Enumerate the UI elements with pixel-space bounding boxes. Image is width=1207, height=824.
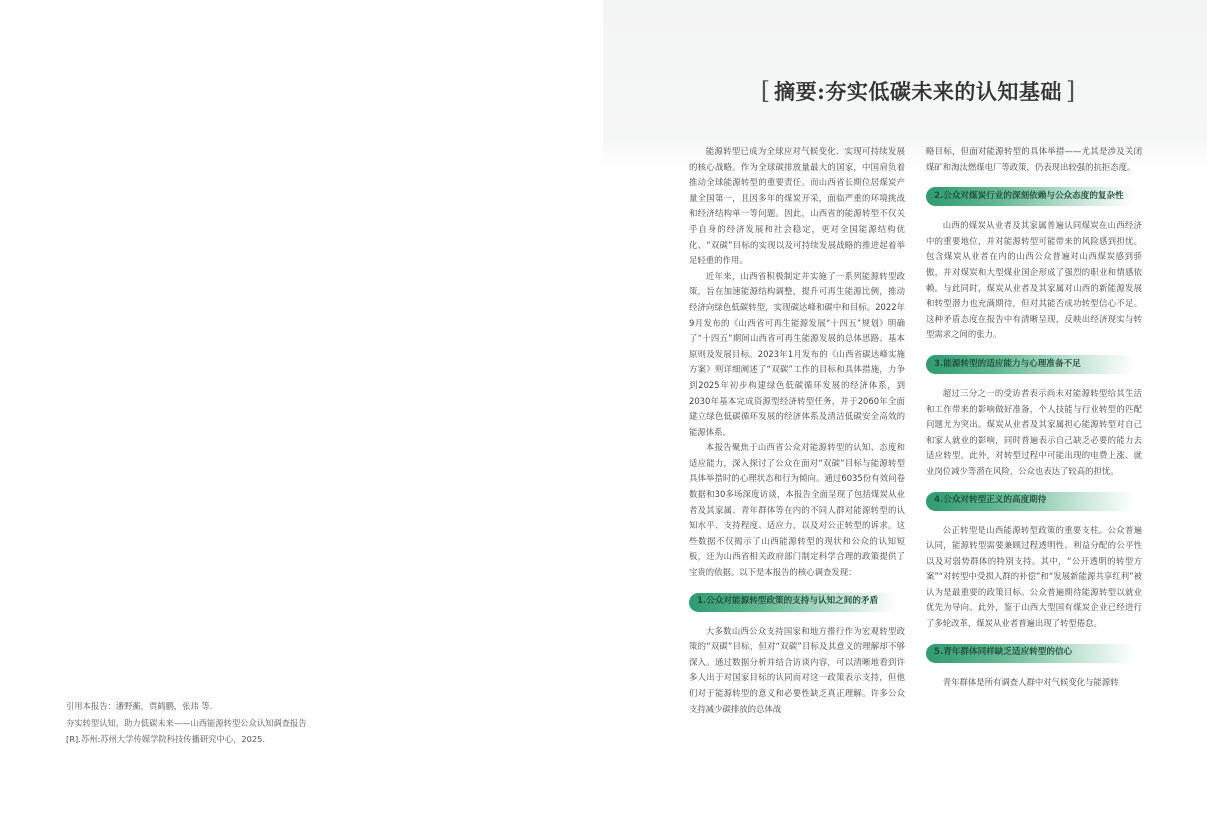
section-heading-1-text: 1.公众对能源转型政策的支持与认知之间的矛盾 xyxy=(697,596,879,607)
section-heading-2 xyxy=(926,187,1134,206)
section-heading-5-text: 5.青年群体同样缺乏适应转型的信心 xyxy=(934,647,1073,658)
page-title xyxy=(748,74,1088,108)
citation-line-3: [R].苏州:苏州大学传媒学院科技传播研究中心，2025. xyxy=(66,734,266,744)
title-bracket-close: ] xyxy=(1065,77,1076,105)
left-text-column xyxy=(689,144,905,717)
right-text-column xyxy=(926,144,1142,690)
citation-line-1: 引用本报告：潘野蘅，贾鹤鹏，张玮 等. xyxy=(66,701,213,711)
section-1-paragraph: 大多数山西公众支持国家和地方推行作为宏观转型政策的“双碳”目标，但对“双碳”目标及其意义的理解却不够深入。通过数据分析并结合访谈内容，可以清晰地看到许多人出于对国家目标的认同而对这一政策表示支持，但他们对于能源转型的意义和必要性缺乏真正理解。许多公众支持减少碳排放的总体战 xyxy=(689,625,905,714)
section-1-continuation: 略目标，但面对能源转型的具体举措——尤其是涉及关闭煤矿和淘汰燃煤电厂等政策，仍表现出较强的抗拒态度。 xyxy=(926,146,1142,172)
citation-block xyxy=(66,698,396,748)
section-heading-3-text: 3.能源转型的适应能力与心理准备不足 xyxy=(934,358,1081,369)
intro-paragraph-2: 近年来，山西省积极制定并实施了一系列能源转型政策，旨在加速能源结构调整，提升可再生能源比例，推动经济向绿色低碳转型，实现碳达峰和碳中和目标。2022年9月发布的《山西省可再生能源发展“十四五”规划》明确了“十四五”期间山西省可再生能源发展的总体思路、基本原则及发展目标。2023年1月发布的《山西省碳达峰实施方案》则详细阐述了“双碳”工作的目标和具体措施，力争到2025年初步构建绿色低碳循环发展的经济体系，到2030年基本完成资源型经济转型任务，并于2060年全面建立绿色低碳循环发展的经济体系及清洁低碳安全高效的能源体系。 xyxy=(689,270,905,437)
section-heading-5 xyxy=(926,644,1134,663)
title-bracket-open: [ xyxy=(760,77,771,105)
title-text: 摘要:夯实低碳未来的认知基础 xyxy=(774,79,1062,104)
section-heading-2-text: 2.公众对煤炭行业的深刻依赖与公众态度的复杂性 xyxy=(934,190,1124,201)
section-heading-1 xyxy=(689,593,897,612)
section-4-paragraph: 公正转型是山西能源转型政策的重要支柱。公众普遍认同，能源转型需要兼顾过程透明性、利益分配的公平性以及对弱势群体的特别支持。其中，“公开透明的转型方案”“对转型中受损人群的补偿”和“发展新能源共享红利”被认为是最重要的政策目标。公众普遍期待能源转型以就业优先为导向。此外，鉴于山西大型国有煤炭企业已经进行了多轮改革，煤炭从业者普遍出现了转型倦怠。 xyxy=(926,524,1142,629)
intro-paragraph-1: 能源转型已成为全球应对气候变化、实现可持续发展的核心战略。作为全球碳排放量最大的国家，中国肩负着推动全球能源转型的重要责任。而山西省长期位居煤炭产量全国第一，且因多年的煤炭开采，面临严重的环境挑战和经济结构单一等问题。因此，山西省的能源转型不仅关乎自身的经济发展和社会稳定，更对全国能源结构优化、“双碳”目标的实现以及可持续发展战略的推进起着举足轻重的作用。 xyxy=(689,146,905,266)
section-heading-4-text: 4.公众对转型正义的高度期待 xyxy=(934,495,1047,506)
section-heading-4 xyxy=(926,492,1134,511)
section-heading-3 xyxy=(926,355,1134,374)
section-5-paragraph: 青年群体是所有调查人群中对气候变化与能源转 xyxy=(942,676,1119,687)
intro-paragraph-3: 本报告聚焦于山西省公众对能源转型的认知、态度和适应能力，深入探讨了公众在面对“双碳”目标与能源转型具体举措时的心理状态和行为倾向。通过6035份有效问卷数据和30多场深度访谈，本报告全面呈现了包括煤炭从业者及其家属、青年群体等在内的不同人群对能源转型的认知水平、支持程度、适应力，以及对公正转型的诉求。这些数据不仅揭示了山西能源转型的现状和公众的认知短板，还为山西省相关政府部门制定科学合理的政策提供了宝贵的依据。以下是本报告的核心调查发现： xyxy=(689,442,905,578)
section-3-paragraph: 超过三分之一的受访者表示尚未对能源转型给其生活和工作带来的影响做好准备，个人技能与行业转型的匹配问题尤为突出。煤炭从业者及其家属担心能源转型对自己和家人就业的影响，同时普遍表示自己缺乏必要的能力去适应转型。此外，对转型过程中可能出现的电费上涨、就业岗位减少等潜在风险，公众也表达了较高的担忧。 xyxy=(926,387,1142,476)
section-2-paragraph: 山西的煤炭从业者及其家属普遍认同煤炭在山西经济中的重要地位，并对能源转型可能带来的风险感到担忧。包含煤炭从业者在内的山西公众普遍对山西煤炭感到骄傲，并对煤炭和大型煤业国企形成了强烈的职业和情感依赖。与此同时，煤炭从业者及其家属对山西的新能源发展和转型潜力也充满期待，但对其能否成功转型信心不足。这种矛盾态度在报告中有清晰呈现，反映出经济现实与转型需求之间的张力。 xyxy=(926,220,1142,340)
citation-line-2: 夯实转型认知，助力低碳未来——山西能源转型公众认知调查报告 xyxy=(66,717,307,728)
